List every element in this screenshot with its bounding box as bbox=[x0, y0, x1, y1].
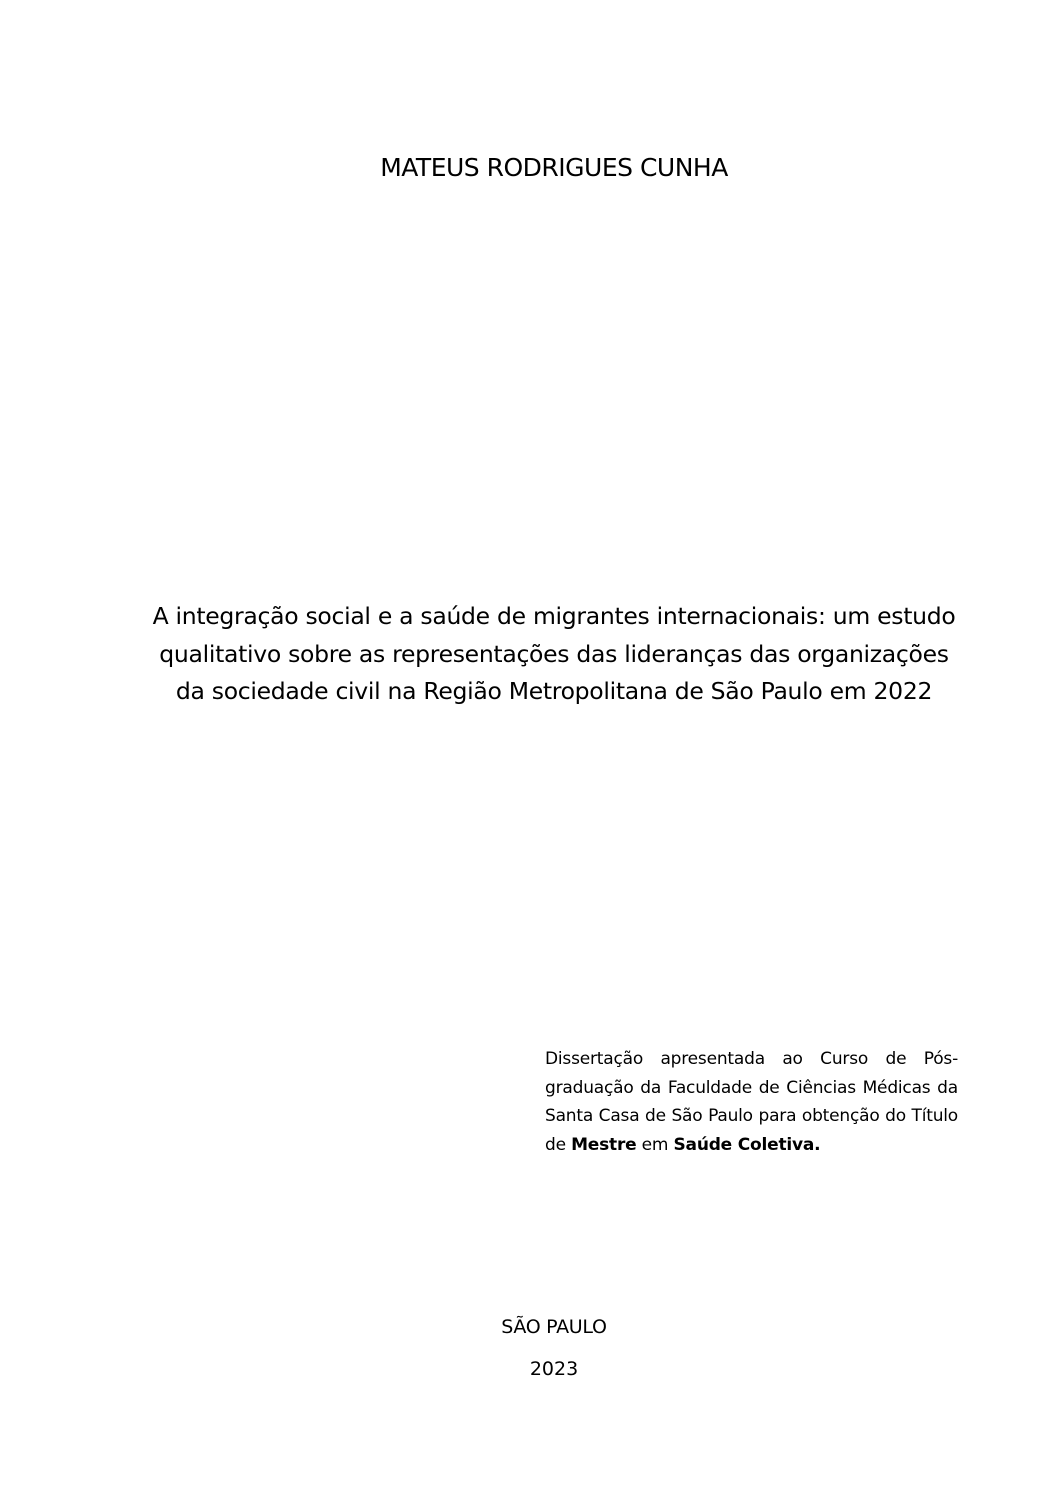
dissertation-title: A integração social e a saúde de migrantes internacionais: um estudo qualitativo sobre as representações das lideranças das organizações da sociedade civil na Região Metropolitana de São Paulo em 2022 bbox=[152, 602, 956, 705]
author-name: MATEUS RODRIGUES CUNHA bbox=[380, 153, 728, 182]
city: SÃO PAULO bbox=[501, 1316, 607, 1338]
year: 2023 bbox=[529, 1358, 579, 1380]
note-degree: Mestre bbox=[571, 1134, 637, 1155]
note-text-1: Dissertação apresentada ao Curso de Pós-graduação da Faculdade de Ciências Médicas da Santa Casa de São Paulo para obtenção do Título de bbox=[545, 1049, 958, 1155]
note-field: Saúde Coletiva bbox=[673, 1134, 815, 1155]
note-text-2: em bbox=[636, 1134, 674, 1155]
dissertation-note bbox=[545, 1045, 958, 1159]
note-text-3: . bbox=[814, 1134, 821, 1155]
